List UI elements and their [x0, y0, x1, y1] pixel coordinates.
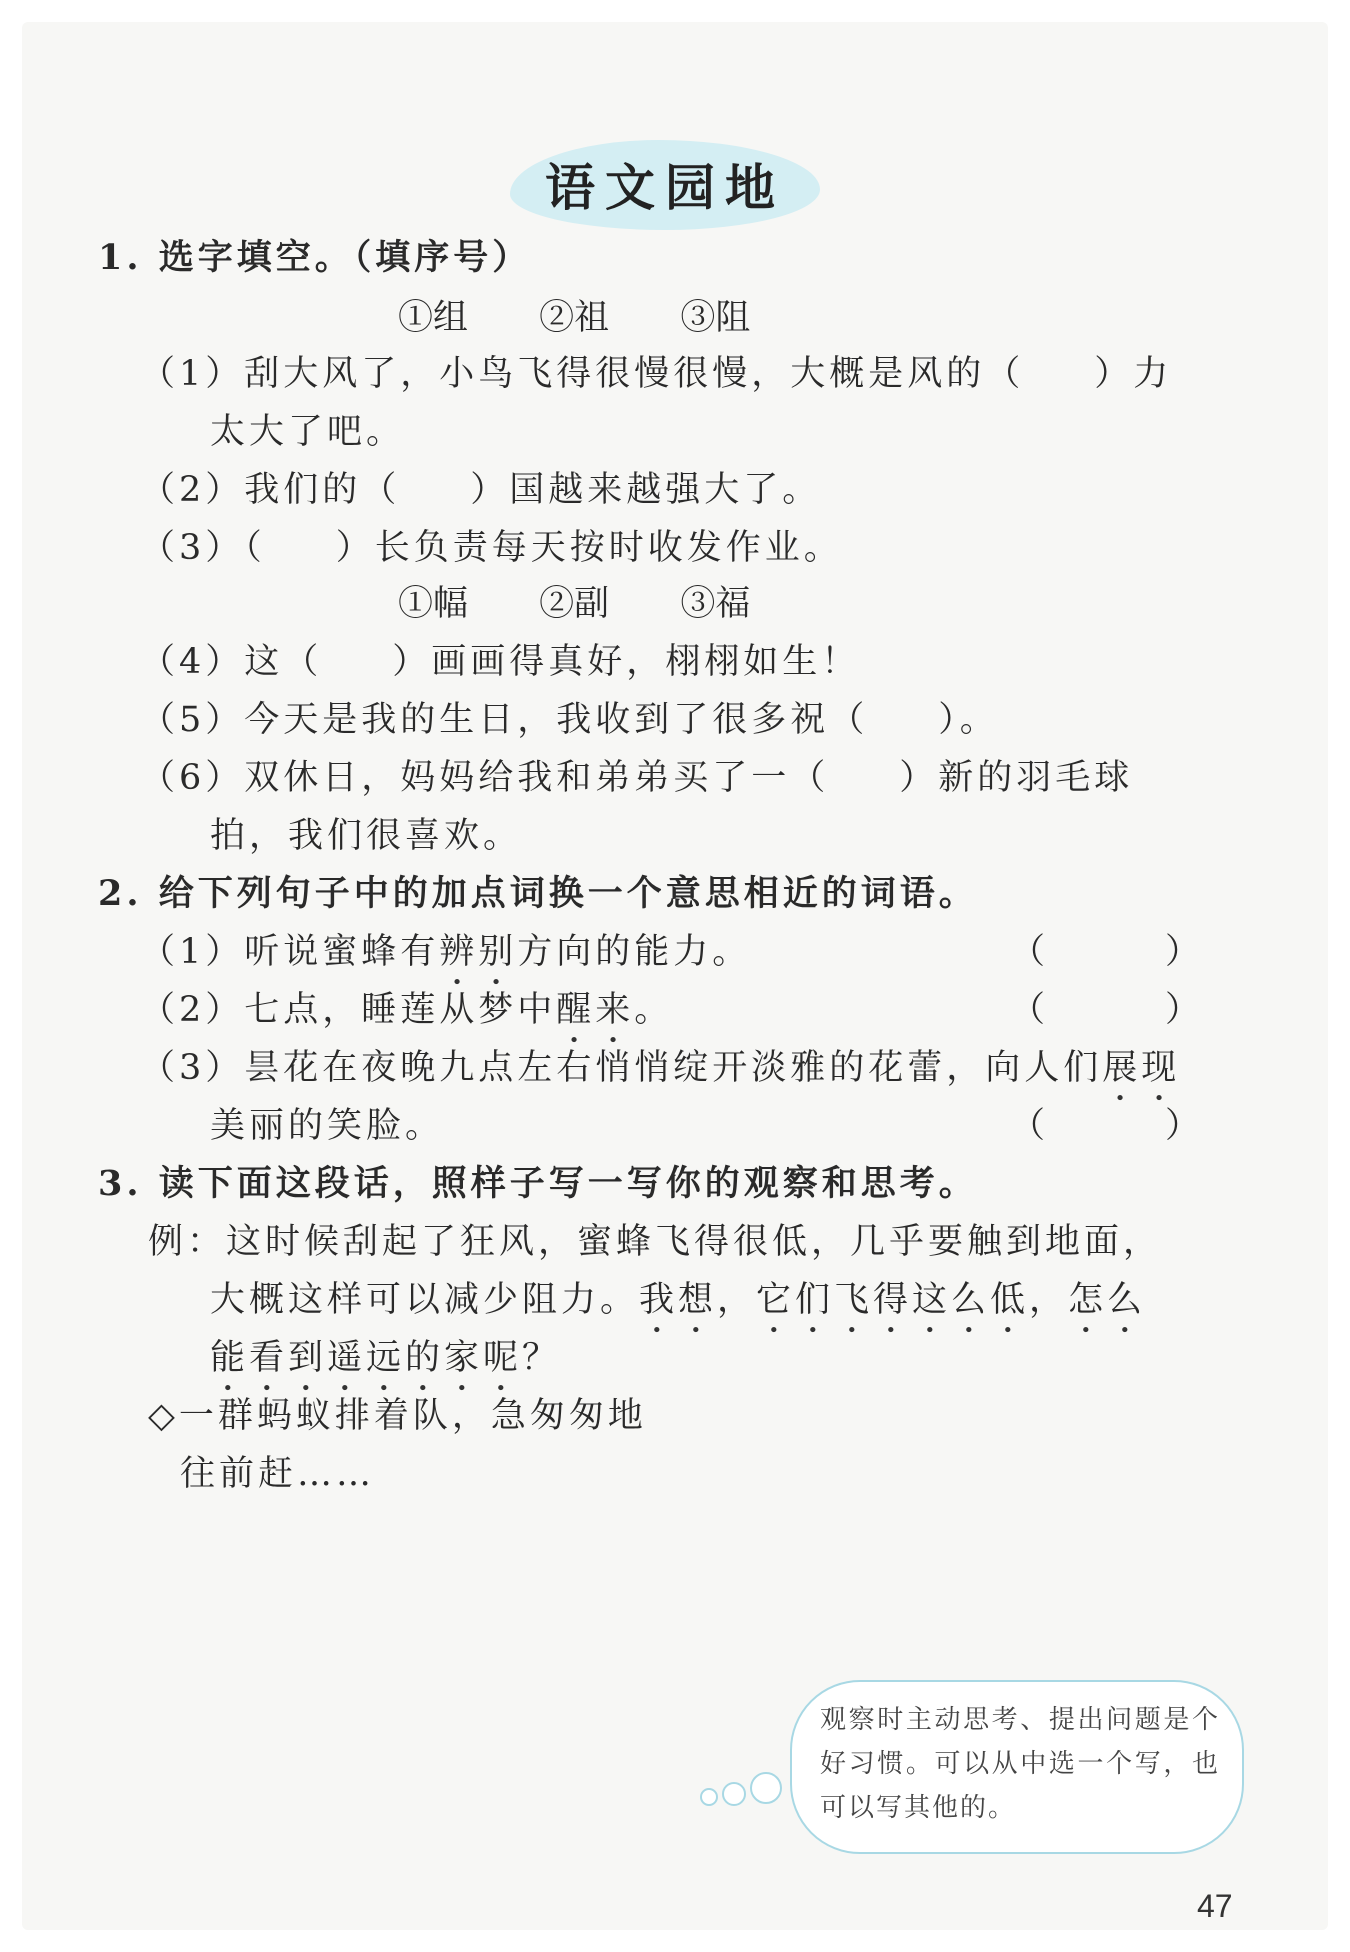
thought-bubble-dot: [722, 1782, 746, 1806]
q1-item2: （2）我们的（ ）国越来越强大了。: [140, 470, 822, 510]
q1-item4: （4）这（ ）画画得真好，栩栩如生！: [140, 642, 861, 682]
q1-options-b: [398, 576, 810, 626]
q1-item1-line2: 太大了吧。: [210, 412, 406, 452]
q1-item6-line1: （6）双休日，妈妈给我和弟弟买了一（ ）新的羽毛球: [140, 758, 1134, 798]
dotted-phrase: 能看到遥远的家呢: [210, 1338, 523, 1378]
dotted-word: 辨别: [439, 932, 518, 972]
page-number: 47: [1197, 1888, 1233, 1924]
q3-example-line2: 大概这样可以减少阻力。我想，它们飞得这么低，怎么: [210, 1280, 1147, 1320]
option-b2: ②副: [539, 584, 610, 624]
option-b1: ①幅: [398, 584, 469, 624]
tip-text: 观察时主动思考、提出问题是个好习惯。可以从中选一个写，也可以写其他的。: [820, 1705, 1220, 1823]
q3-prompt-line2: 往前赶……: [180, 1454, 376, 1494]
q1-item1-line1: （1）刮大风了，小鸟飞得很慢很慢，大概是风的（ ）力: [140, 354, 1173, 394]
q3-example-line1: 例：这时候刮起了狂风，蜜蜂飞得很低，几乎要触到地面，: [148, 1222, 1163, 1262]
q1-options-a: [398, 290, 810, 340]
thought-bubble-dot: [750, 1772, 782, 1804]
page-title: 语文园地: [545, 158, 785, 217]
q3-example-line3: 能看到遥远的家呢？: [210, 1338, 562, 1378]
q3-prompt-line1: ◇一群蚂蚁排着队，急匆匆地: [148, 1396, 647, 1436]
q2-answer-1[interactable]: （ ）: [1010, 932, 1201, 972]
dotted-word: 展现: [1102, 1048, 1181, 1088]
dotted-phrase: 我想，它们飞得这么低，怎么: [639, 1280, 1147, 1320]
q2-answer-2[interactable]: （ ）: [1010, 990, 1201, 1030]
q3-heading: 3. 读下面这段话，照样子写一写你的观察和思考。: [98, 1163, 978, 1204]
q1-item5: （5）今天是我的生日，我收到了很多祝（ ）。: [140, 700, 999, 740]
q2-heading: 2. 给下列句子中的加点词换一个意思相近的词语。: [98, 873, 978, 914]
q2-sentence-3-line1: （3）昙花在夜晚九点左右悄悄绽开淡雅的花蕾，向人们展现: [140, 1048, 1181, 1088]
option-a2: ②祖: [539, 298, 610, 338]
q1-item6-line2: 拍，我们很喜欢。: [210, 816, 523, 856]
option-b3: ③福: [680, 584, 751, 624]
q2-sentence-2: （2）七点，睡莲从梦中醒来。: [140, 990, 674, 1030]
q2-sentence-3-line2: 美丽的笑脸。: [210, 1106, 445, 1146]
q2-answer-3[interactable]: （ ）: [1010, 1106, 1201, 1146]
thought-bubble-dot: [700, 1788, 718, 1806]
q1-item3: （3）（ ）长负责每天按时收发作业。: [140, 528, 843, 568]
option-a1: ①组: [398, 298, 469, 338]
q1-heading: 1. 选字填空。（填序号）: [98, 237, 532, 278]
q2-sentence-1: （1）听说蜜蜂有辨别方向的能力。: [140, 932, 752, 972]
dotted-word: 醒来: [556, 990, 635, 1030]
option-a3: ③阻: [680, 298, 751, 338]
